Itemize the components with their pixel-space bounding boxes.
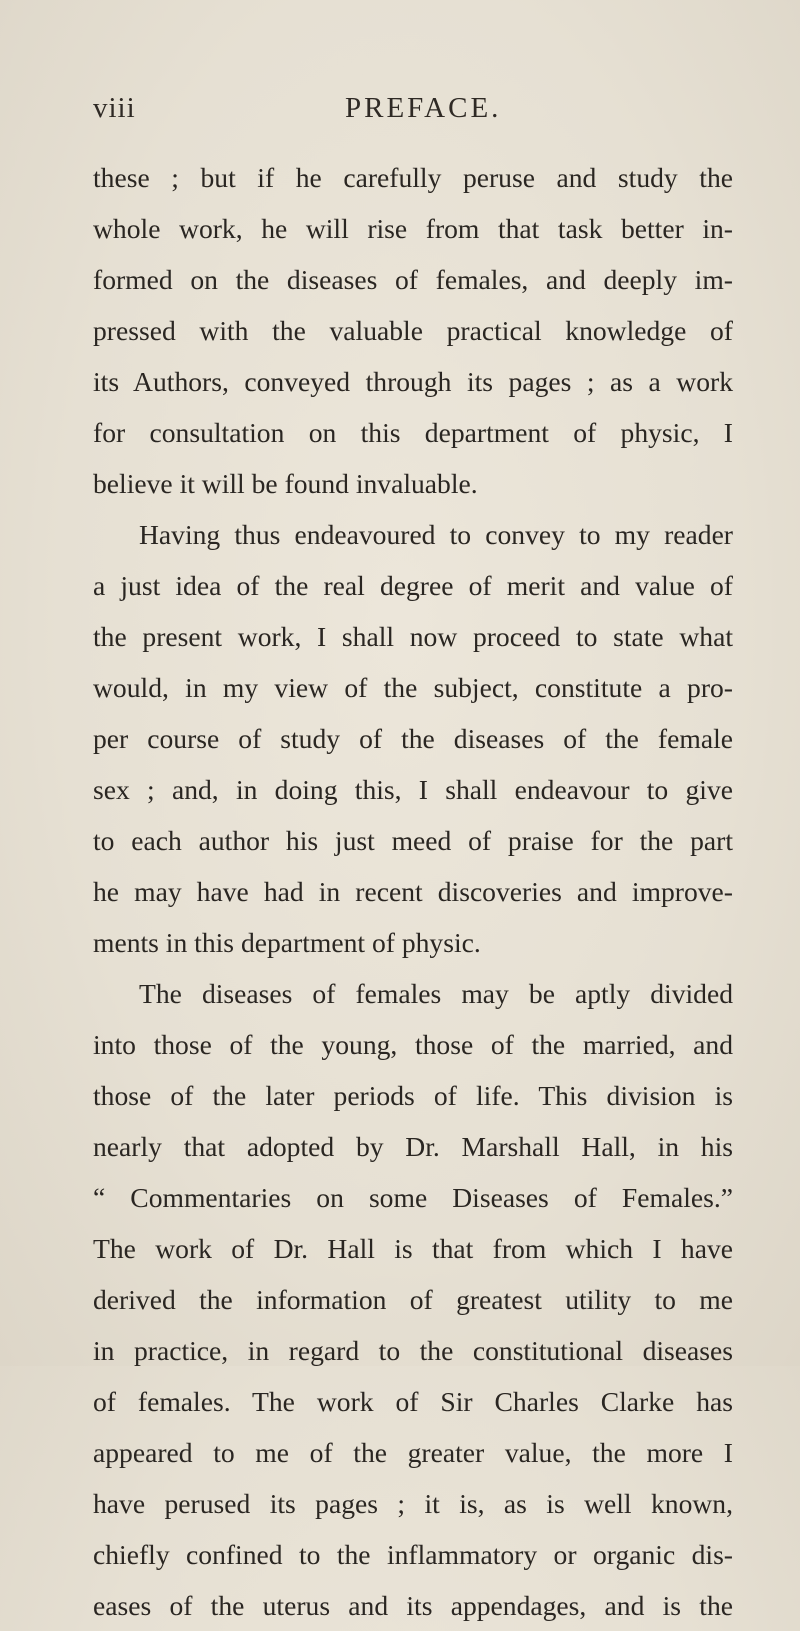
text-line: have perused its pages ; it is, as is well known, — [93, 1488, 733, 1519]
text-line: Having thus endeavoured to convey to my reader — [139, 519, 733, 550]
text-line: formed on the diseases of females, and deeply im- — [93, 264, 733, 295]
text-line: pressed with the valuable practical knowledge of — [93, 315, 733, 346]
text-line: “ Commentaries on some Diseases of Females.” — [93, 1182, 733, 1213]
text-line: of females. The work of Sir Charles Clarke has — [93, 1386, 733, 1417]
text-line: its Authors, conveyed through its pages ; as a work — [93, 366, 733, 397]
running-title: PREFACE. — [345, 92, 502, 124]
text-line: per course of study of the diseases of the female — [93, 723, 733, 754]
text-line: chiefly confined to the inflammatory or organic dis- — [93, 1539, 733, 1570]
text-line: derived the information of greatest utility to me — [93, 1284, 733, 1315]
text-line: in practice, in regard to the constitutional diseases — [93, 1335, 733, 1366]
text-line: whole work, he will rise from that task better in- — [93, 213, 733, 244]
text-line: would, in my view of the subject, constitute a pro- — [93, 672, 733, 703]
text-line: sex ; and, in doing this, I shall endeavour to give — [93, 774, 733, 805]
body-text — [93, 152, 733, 1631]
text-line: into those of the young, those of the married, and — [93, 1029, 733, 1060]
page-number: viii — [93, 92, 136, 124]
text-line: eases of the uterus and its appendages, and is the — [93, 1590, 733, 1621]
text-line: appeared to me of the greater value, the more I — [93, 1437, 733, 1468]
text-line: The diseases of females may be aptly divided — [139, 978, 733, 1009]
text-line: to each author his just meed of praise for the part — [93, 825, 733, 856]
text-line: The work of Dr. Hall is that from which I have — [93, 1233, 733, 1264]
text-line: these ; but if he carefully peruse and study the — [93, 162, 733, 193]
text-line: for consultation on this department of physic, I — [93, 417, 733, 448]
text-line: he may have had in recent discoveries and improve- — [93, 876, 733, 907]
text-line: believe it will be found invaluable. — [93, 468, 478, 499]
text-line: a just idea of the real degree of merit and value of — [93, 570, 733, 601]
running-head — [93, 92, 733, 132]
text-line: ments in this department of physic. — [93, 927, 481, 958]
text-line: those of the later periods of life. This division is — [93, 1080, 733, 1111]
text-line: nearly that adopted by Dr. Marshall Hall, in his — [93, 1131, 733, 1162]
text-line: the present work, I shall now proceed to state what — [93, 621, 733, 652]
